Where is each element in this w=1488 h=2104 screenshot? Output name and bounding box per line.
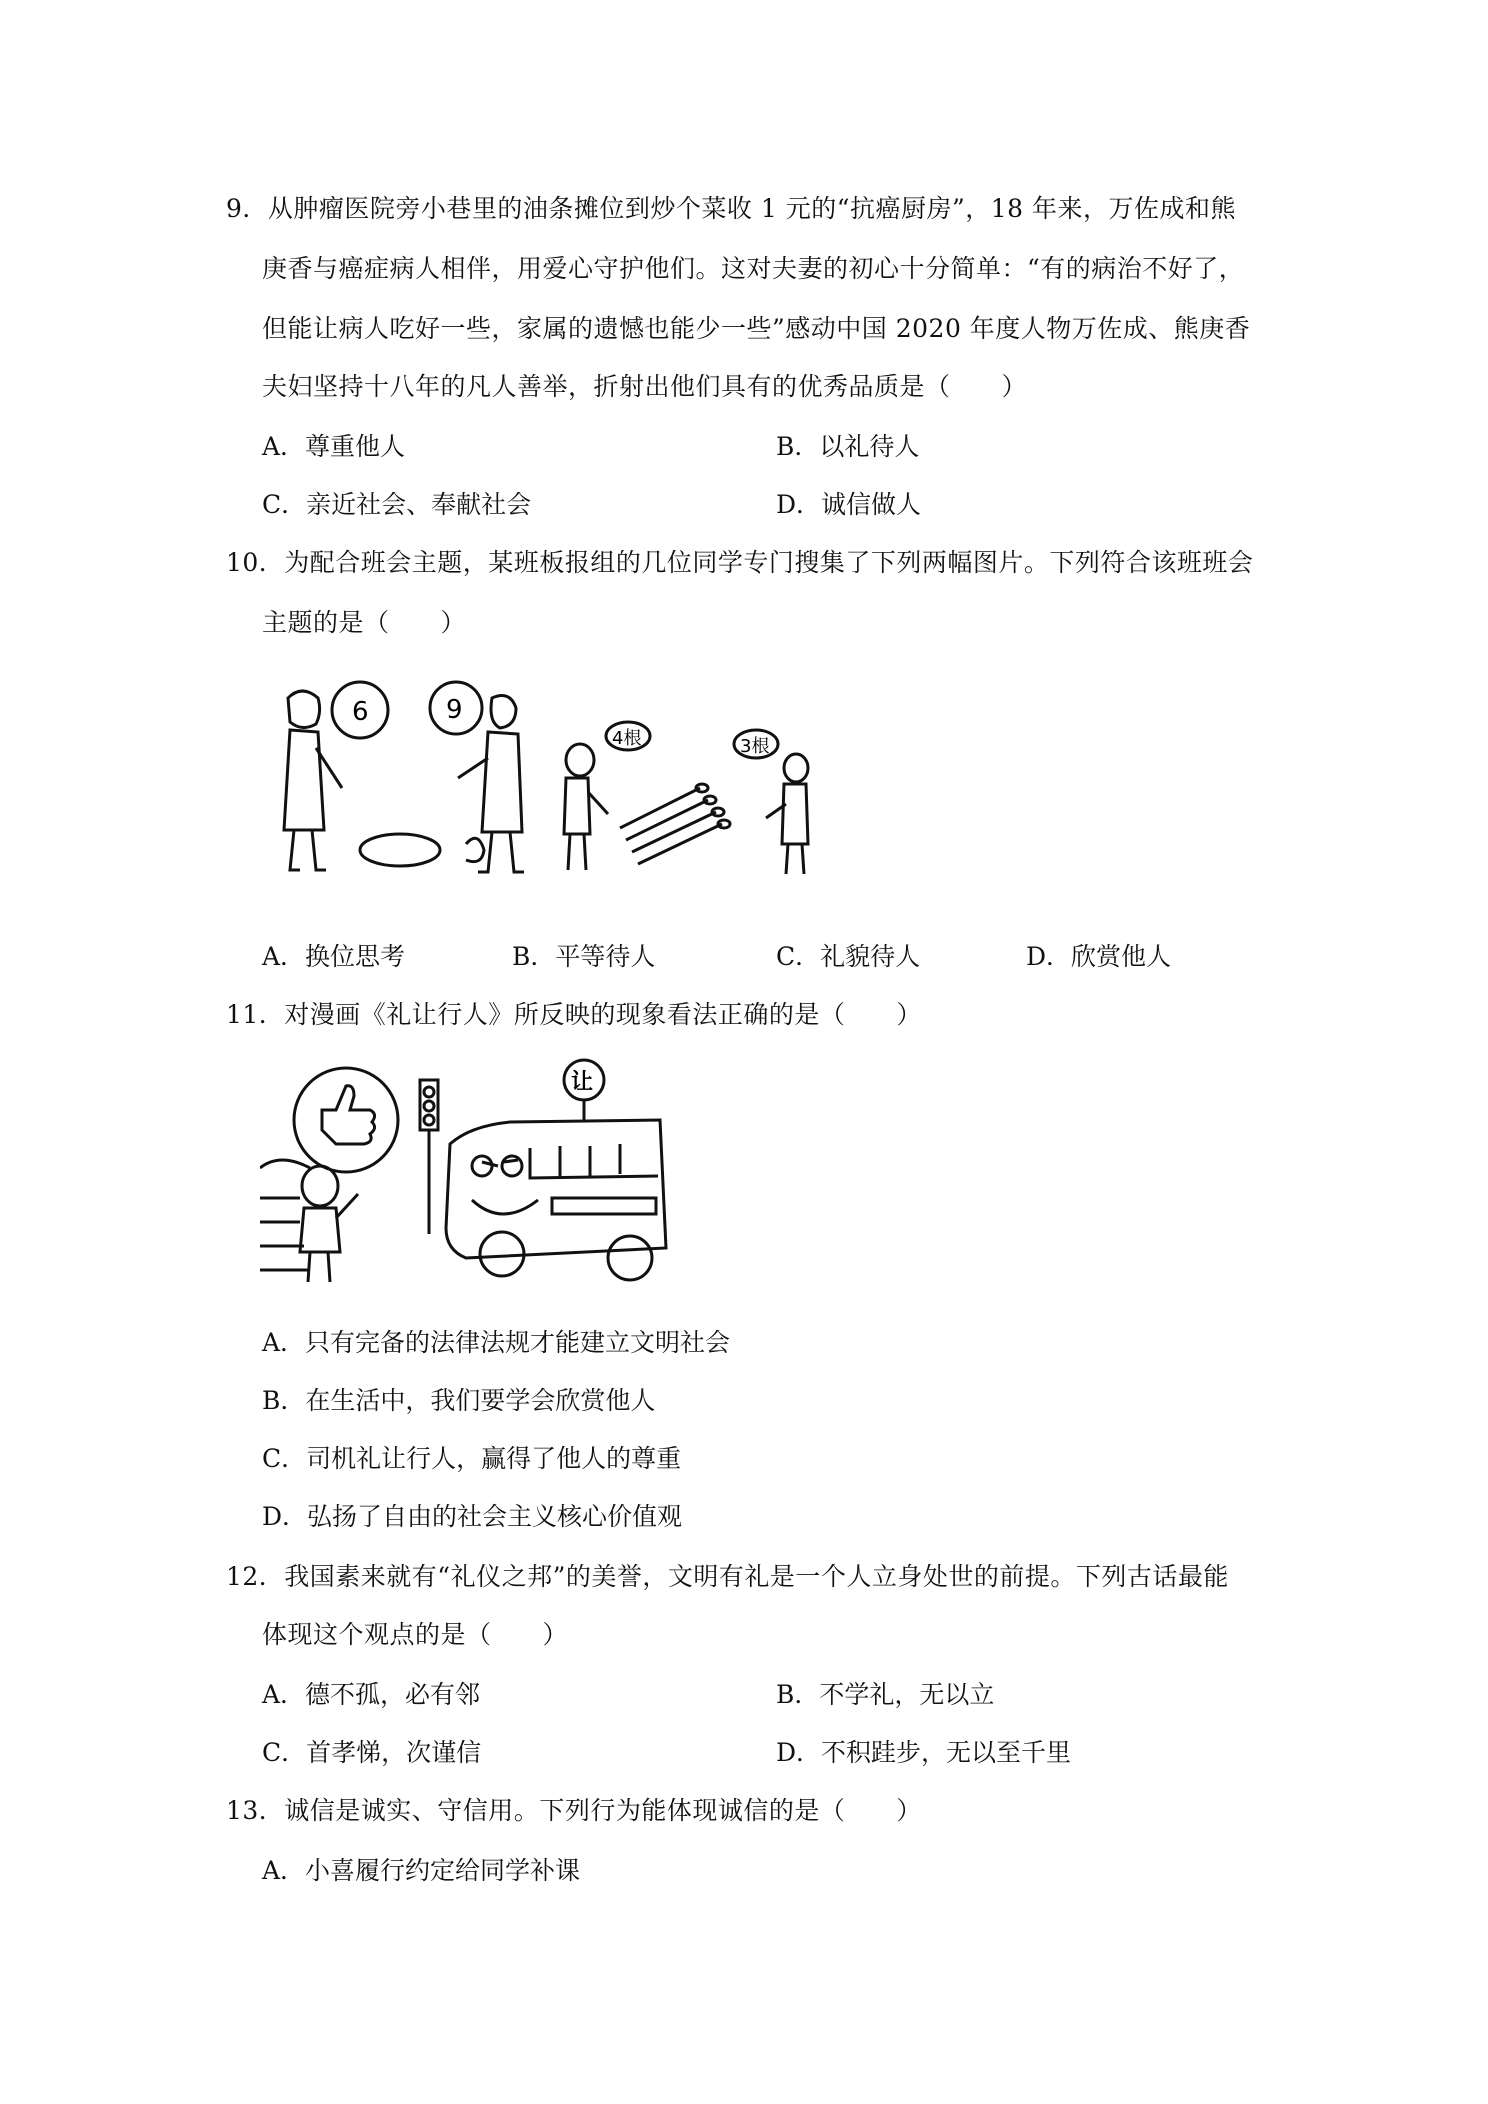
q11-option-c[interactable]: C．司机礼让行人，赢得了他人的尊重 (262, 1444, 682, 1473)
q10-option-c[interactable]: C．礼貌待人 (776, 942, 921, 971)
q11-option-a[interactable]: A．只有完备的法律法规才能建立文明社会 (262, 1328, 731, 1357)
q12-option-b[interactable]: B．不学礼，无以立 (776, 1680, 995, 1709)
q10-cartoon-figure (260, 668, 840, 908)
q11-option-d[interactable]: D．弘扬了自由的社会主义核心价值观 (262, 1502, 683, 1531)
q11-cartoon-figure (260, 1058, 672, 1294)
q11-line-1: 11．对漫画《礼让行人》所反映的现象看法正确的是（ ） (226, 1000, 922, 1029)
q11-option-b[interactable]: B．在生活中，我们要学会欣赏他人 (262, 1386, 656, 1415)
q10-bubble-label-9: 9 (446, 695, 463, 725)
q9-option-b[interactable]: B．以礼待人 (776, 432, 920, 461)
q10-line-2: 主题的是（ ） (262, 608, 467, 637)
q11-sign-label: 让 (571, 1070, 594, 1095)
q12-line-1: 12．我国素来就有“礼仪之邦”的美誉，文明有礼是一个人立身处世的前提。下列古话最能 (226, 1562, 1229, 1591)
q9-option-c[interactable]: C．亲近社会、奉献社会 (262, 490, 532, 519)
q10-bubble-label-6: 6 (352, 697, 369, 727)
q10-small-left-figure (564, 744, 608, 870)
q10-line-1: 10．为配合班会主题，某班板报组的几位同学专门搜集了下列两幅图片。下列符合该班班会 (226, 548, 1254, 577)
q10-option-b[interactable]: B．平等待人 (512, 942, 656, 971)
q10-option-d[interactable]: D．欣赏他人 (1026, 942, 1172, 971)
q11-bus (446, 1120, 666, 1280)
q9-line-4: 夫妇坚持十八年的凡人善举，折射出他们具有的优秀品质是（ ） (262, 372, 1028, 401)
q10-small-right-figure (766, 754, 808, 874)
q10-logs (620, 784, 730, 864)
q9-option-a[interactable]: A．尊重他人 (262, 432, 406, 461)
q9-line-3: 但能让病人吃好一些，家属的遗憾也能少一些”感动中国 2020 年度人物万佐成、熊庚香 (262, 314, 1251, 343)
q13-line-1: 13．诚信是诚实、守信用。下列行为能体现诚信的是（ ） (226, 1796, 922, 1825)
q13-option-a[interactable]: A．小喜履行约定给同学补课 (262, 1856, 581, 1885)
q10-bubble-label-3gen: 3根 (740, 736, 770, 757)
q12-line-2: 体现这个观点的是（ ） (262, 1620, 569, 1649)
q11-child (300, 1166, 358, 1282)
q12-option-c[interactable]: C．首孝悌，次谨信 (262, 1738, 482, 1767)
q9-line-2: 庚香与癌症病人相伴，用爱心守护他们。这对夫妻的初心十分简单：“有的病治不好了， (262, 254, 1245, 283)
q12-option-d[interactable]: D．不积跬步，无以至千里 (776, 1738, 1072, 1767)
q9-line-1: 9．从肿瘤医院旁小巷里的油条摊位到炒个菜收 1 元的“抗癌厨房”，18 年来，万佐成和熊 (226, 194, 1237, 223)
q12-option-a[interactable]: A．德不孤，必有邻 (262, 1680, 481, 1709)
q10-bubble-label-4gen: 4根 (612, 728, 642, 749)
q10-option-a[interactable]: A．换位思考 (262, 942, 406, 971)
q9-option-d[interactable]: D．诚信做人 (776, 490, 922, 519)
q10-right-man (458, 696, 524, 872)
